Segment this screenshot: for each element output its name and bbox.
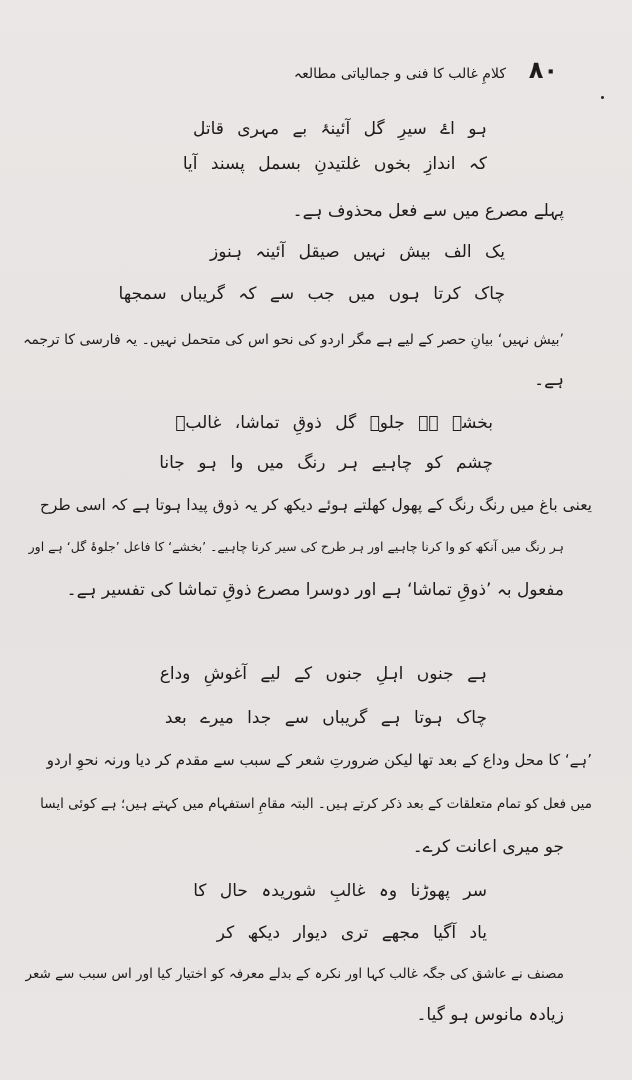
- prose-line: جو میری اعانت کرے۔: [412, 837, 564, 857]
- prose-line: زیادہ مانوس ہو گیا۔: [416, 1005, 564, 1025]
- verse-line: چاک ہوتا ہے گریباں سے جدا میرے بعد: [164, 708, 487, 728]
- verse-line: سر پھوڑنا وہ غالبِ شوریدہ حال کا: [193, 881, 487, 901]
- prose-line: ’ہے‘ کا محل وداع کے بعد تھا لیکن ضرورتِ شعر کے سبب سے مقدم کر دیا ورنہ نحوِ اردو: [46, 751, 592, 769]
- prose-line: ’بیش نہیں‘ بیانِ حصر کے لیے ہے مگر اردو کی نحو اس کی متحمل نہیں۔ یہ فارسی کا ترجمہ: [23, 332, 564, 348]
- verse-line: یاد آگیا مجھے تری دیوار دیکھ کر: [216, 923, 487, 943]
- prose-line: ہے۔: [534, 370, 564, 390]
- page-header: [290, 56, 558, 92]
- prose-line: میں فعل کو تمام متعلقات کے بعد ذکر کرتے ہیں۔ البتہ مقامِ استفہام میں کہتے ہیں؛ ہے کوئی ایسا: [40, 796, 592, 812]
- verse-line: ہو اۓ سیرِ گل آئینۂ بے مہری قاتل: [192, 119, 487, 139]
- verse-line: ہے جنوں اہلِ جنوں کے لیے آغوشِ وداع: [159, 664, 487, 684]
- running-title: کلامِ غالب کا فنی و جمالیاتی مطالعہ: [293, 66, 506, 82]
- ink-dot: [601, 96, 604, 99]
- verse-line: کہ اندازِ بخوں غلتیدنِ بسمل پسند آیا: [182, 154, 487, 174]
- prose-line: یعنی باغ میں رنگ رنگ کے پھول کھلتے ہوئے دیکھ کر یہ ذوق پیدا ہوتا ہے کہ اسی طرح: [39, 496, 592, 514]
- verse-line: چاک کرتا ہوں میں جب سے کہ گریباں سمجھا: [118, 284, 505, 304]
- verse-line: بخشے ہے جلوۂ گل ذوقِ تماشا، غالبؔ: [175, 413, 493, 433]
- verse-line: یک الف بیش نہیں صیقل آئینہ ہنوز: [210, 242, 505, 262]
- prose-line: مفعول بہ ’ذوقِ تماشا‘ ہے اور دوسرا مصرع ذوقِ تماشا کی تفسیر ہے۔: [66, 580, 564, 600]
- prose-line: ہر رنگ میں آنکھ کو وا کرنا چاہیے اور ہر طرح کی سیر کرنا چاہیے۔ ’بخشے‘ کا فاعل ’جلوۂ گل‘ ہے اور: [28, 539, 564, 554]
- prose-line: مصنف نے عاشق کی جگہ غالب کہا اور نکرہ کے بدلے معرفہ کو اختیار کیا اور اس سبب سے شعر: [25, 966, 564, 982]
- page-number: ۸۰: [528, 56, 558, 84]
- verse-line: چشم کو چاہیے ہر رنگ میں وا ہو جانا: [159, 453, 493, 473]
- prose-line: پہلے مصرع میں سے فعل محذوف ہے۔: [292, 201, 564, 221]
